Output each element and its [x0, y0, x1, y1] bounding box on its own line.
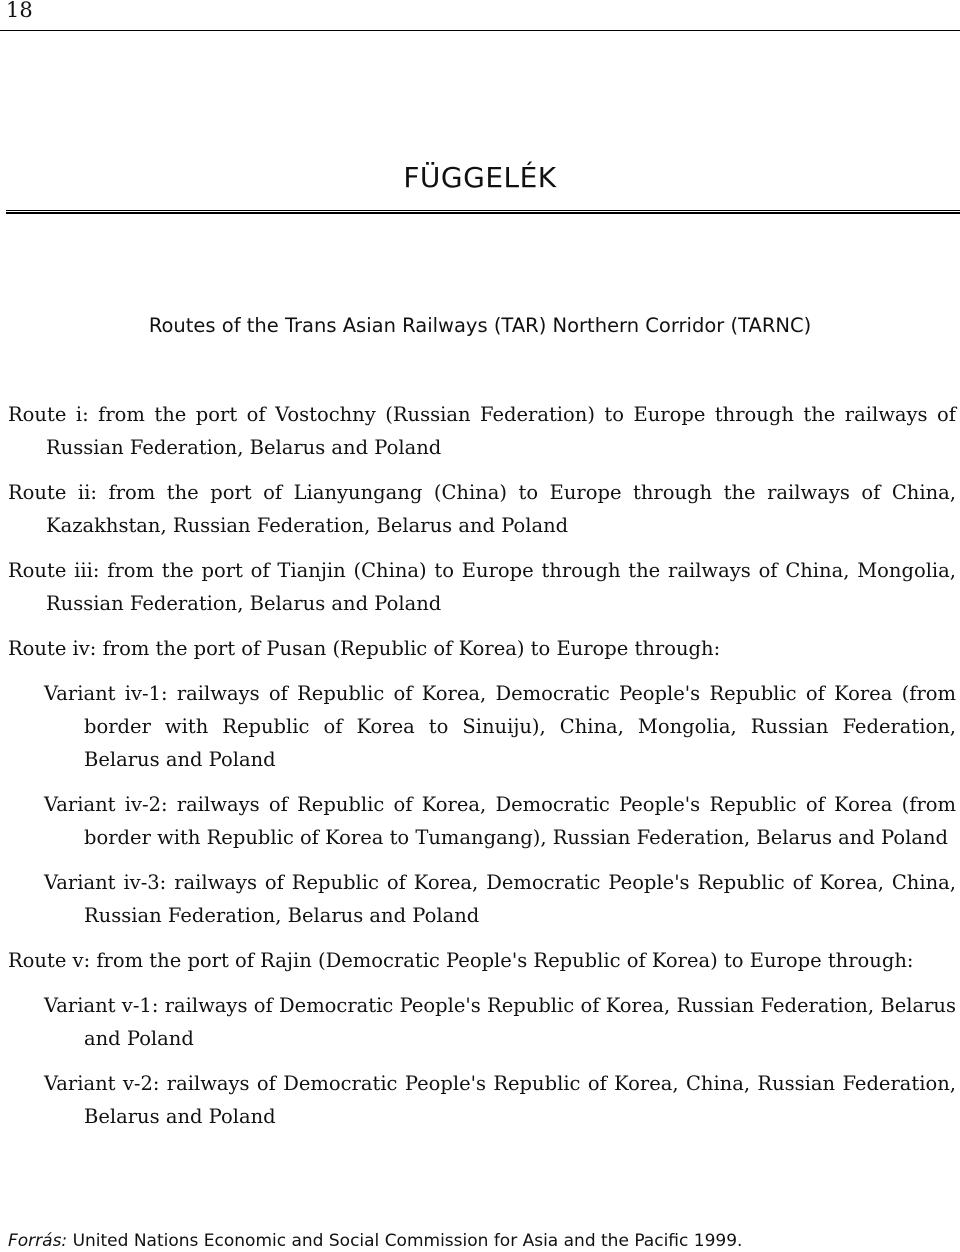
variant-iv-3: Variant iv-3: railways of Republic of Korea, Democratic People's Republic of Korea, China, Russian Federation, Belarus and Poland: [44, 871, 956, 927]
source-label: Forrás:: [8, 1231, 68, 1251]
appendix-heading: FÜGGELÉK: [403, 161, 557, 194]
variant-iv-1: Variant iv-1: railways of Republic of Korea, Democratic People's Republic of Korea (from border with Republic of Korea to Sinuiju), China, Mongolia, Russian Federation, Belarus and Poland: [44, 682, 956, 771]
top-rule: [0, 30, 960, 31]
variant-v-2: Variant v-2: railways of Democratic People's Republic of Korea, China, Russian Federation, Belarus and Poland: [44, 1072, 956, 1128]
source-line: [8, 1230, 742, 1252]
route-v: Route v: from the port of Rajin (Democratic People's Republic of Korea) to Europe through:: [8, 949, 914, 972]
source-text: United Nations Economic and Social Commission for Asia and the Pacific 1999.: [72, 1231, 743, 1251]
page-number: 18: [6, 0, 33, 22]
heading-rule: [6, 210, 960, 214]
variant-iv-2: Variant iv-2: railways of Republic of Korea, Democratic People's Republic of Korea (from border with Republic of Korea to Tumangang), Russian Federation, Belarus and Poland: [44, 793, 956, 849]
route-iii: Route iii: from the port of Tianjin (China) to Europe through the railways of China, Mongolia, Russian Federation, Belarus and Poland: [8, 559, 956, 615]
route-ii: Route ii: from the port of Lianyungang (China) to Europe through the railways of China, Kazakhstan, Russian Federation, Belarus and Poland: [8, 481, 956, 537]
routes-subtitle: Routes of the Trans Asian Railways (TAR) Northern Corridor (TARNC): [148, 314, 812, 337]
route-i: Route i: from the port of Vostochny (Russian Federation) to Europe through the railways of Russian Federation, Belarus and Poland: [8, 403, 956, 459]
routes-list: [8, 398, 956, 1145]
variant-v-1: Variant v-1: railways of Democratic People's Republic of Korea, Russian Federation, Belarus and Poland: [44, 994, 956, 1050]
route-iv: Route iv: from the port of Pusan (Republic of Korea) to Europe through:: [8, 637, 721, 660]
